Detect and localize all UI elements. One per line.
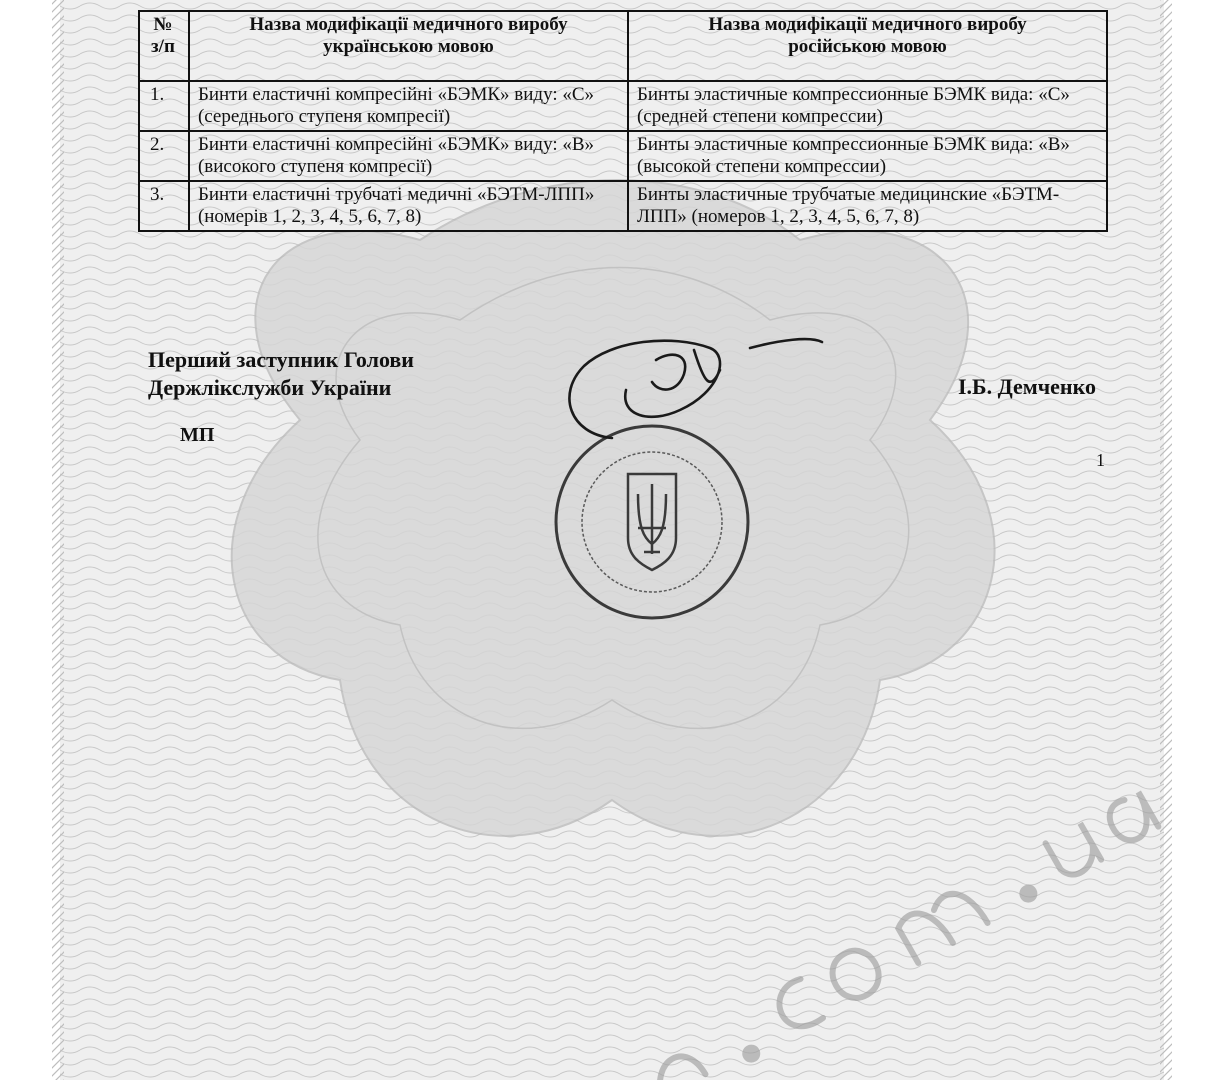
header-russian-name: Назва модифікації медичного виробу російською мовою xyxy=(628,11,1107,81)
official-seal xyxy=(552,418,752,628)
stamp-place-label: МП xyxy=(180,424,215,446)
header-ukrainian-name: Назва модифікації медичного виробу українською мовою xyxy=(189,11,628,81)
handwritten-signature xyxy=(560,330,830,440)
row-russian-name: Бинты эластичные компрессионные БЭМК вида: «В» (высокой степени компрессии) xyxy=(628,131,1107,181)
signatory-position-line2: Держлікслужби України xyxy=(148,375,392,400)
row-ukrainian-name: Бинти еластичні компресійні «БЭМК» виду: «С» (середнього ступеня компресії) xyxy=(189,81,628,131)
row-russian-name: Бинты эластичные компрессионные БЭМК вида: «С» (средней степени компрессии) xyxy=(628,81,1107,131)
row-russian-name: Бинты эластичные трубчатые медицинские «БЭТМ- ЛПП» (номеров 1, 2, 3, 4, 5, 6, 7, 8) xyxy=(628,181,1107,231)
row-number: 2. xyxy=(139,131,189,181)
row-ukrainian-name: Бинти еластичні компресійні «БЭМК» виду: «В» (високого ступеня компресії) xyxy=(189,131,628,181)
header-number: № з/п xyxy=(139,11,189,81)
page-number: 1 xyxy=(1096,450,1105,470)
row-number: 3. xyxy=(139,181,189,231)
watermark xyxy=(480,740,1180,1080)
table-row xyxy=(139,131,1107,181)
signatory-position-line1: Перший заступник Голови xyxy=(148,347,414,372)
row-number: 1. xyxy=(139,81,189,131)
signatory-name: І.Б. Демченко xyxy=(958,374,1096,399)
modifications-table xyxy=(138,10,1108,232)
signatory-position xyxy=(148,346,414,402)
table-row xyxy=(139,81,1107,131)
table-header-row xyxy=(139,11,1107,81)
table-row xyxy=(139,181,1107,231)
row-ukrainian-name: Бинти еластичні трубчаті медичні «БЭТМ-ЛПП» (номерів 1, 2, 3, 4, 5, 6, 7, 8) xyxy=(189,181,628,231)
